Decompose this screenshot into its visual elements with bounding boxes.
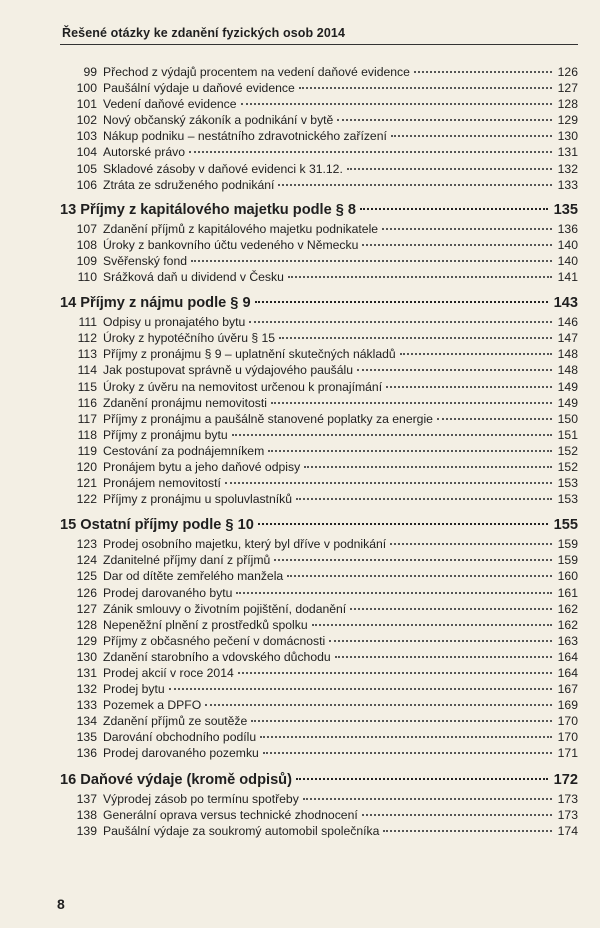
entry-number: 137 [76, 791, 97, 806]
entry-title: Prodej darovaného bytu [103, 585, 233, 600]
leader-dots [296, 498, 552, 500]
entry-number: 108 [76, 237, 97, 252]
entry-number: 112 [77, 331, 97, 346]
entry-title: Úroky z bankovního účtu vedeného v Německu [103, 237, 359, 252]
entry-title: Příjmy z pronájmu u spoluvlastníků [103, 492, 292, 507]
entry-title: Prodej darovaného pozemku [103, 746, 259, 761]
chapter-page: 172 [553, 771, 578, 788]
entry-page: 152 [557, 459, 578, 474]
entry-title: Zdanění příjmů ze soutěže [103, 714, 248, 729]
entry-number: 136 [76, 746, 97, 761]
leader-dots [241, 103, 553, 105]
entry-title: Dar od dítěte zemřelého manžela [103, 569, 284, 584]
toc-entry [60, 395, 578, 411]
entry-number: 116 [77, 395, 97, 410]
entry-number: 120 [76, 459, 97, 474]
leader-dots [312, 624, 552, 626]
entry-title: Autorské právo [103, 145, 185, 160]
entry-number: 106 [76, 177, 97, 192]
leader-dots [347, 168, 552, 170]
leader-dots [260, 736, 552, 738]
running-head: Řešené otázky ke zdanění fyzických osob 2014 [62, 26, 345, 40]
toc-entry [60, 161, 578, 177]
entry-page: 173 [557, 791, 578, 806]
entry-title: Cestování za podnájemníkem [103, 443, 265, 458]
leader-dots [205, 704, 552, 706]
entry-number: 111 [78, 315, 97, 330]
leader-dots [383, 830, 552, 832]
entry-title: Pronájem nemovitostí [103, 476, 221, 491]
entry-title: Vedení daňové evidence [103, 97, 237, 112]
toc-chapter-16 [60, 771, 578, 789]
entry-title: Prodej osobního majetku, který byl dříve v podnikání [103, 537, 387, 552]
entry-number: 104 [76, 145, 97, 160]
entry-page: 149 [557, 395, 578, 410]
entry-number: 138 [76, 807, 97, 822]
entry-page: 141 [557, 270, 578, 285]
entry-title: Nový občanský zákoník a podnikání v bytě [103, 113, 334, 128]
table-of-contents [60, 64, 578, 839]
leader-dots [263, 752, 552, 754]
entry-page: 148 [557, 363, 578, 378]
leader-dots [268, 450, 552, 452]
leader-dots [169, 688, 552, 690]
entry-number: 125 [76, 569, 97, 584]
toc-entry [60, 362, 578, 378]
leader-dots [238, 672, 552, 674]
entry-page: 162 [557, 601, 578, 616]
entry-title: Nepeněžní plnění z prostředků spolku [103, 617, 308, 632]
toc-entry [60, 411, 578, 427]
entry-page: 164 [557, 666, 578, 680]
toc-entry [60, 697, 578, 713]
toc-entry [60, 128, 578, 144]
entry-page: 159 [557, 537, 578, 552]
leader-dots [236, 592, 552, 594]
entry-number: 114 [77, 363, 97, 378]
entry-page: 126 [557, 65, 578, 79]
leader-dots [382, 228, 552, 230]
entry-title: Jak postupovat správně u výdajového paušálu [103, 363, 354, 378]
entry-number: 123 [76, 537, 97, 552]
entry-page: 127 [557, 81, 578, 96]
toc-entry [60, 177, 578, 193]
leader-dots [362, 814, 552, 816]
toc-entry [60, 633, 578, 649]
toc-entry [60, 269, 578, 285]
toc-entry [60, 791, 578, 807]
entry-page: 140 [557, 237, 578, 252]
toc-entry [60, 112, 578, 128]
leader-dots [386, 386, 552, 388]
entry-title: Pronájem bytu a jeho daňové odpisy [103, 459, 301, 474]
entry-number: 119 [77, 443, 97, 458]
entry-title: Zánik smlouvy o životním pojištění, dodanění [103, 601, 347, 616]
entry-page: 170 [557, 714, 578, 729]
entry-number: 107 [76, 221, 97, 236]
toc-entry [60, 585, 578, 601]
entry-page: 146 [557, 315, 578, 330]
entry-page: 160 [557, 569, 578, 584]
entry-title: Zdanitelné příjmy daní z příjmů [103, 553, 271, 568]
leader-dots [335, 656, 552, 658]
entry-number: 102 [76, 113, 97, 128]
toc-entry [60, 823, 578, 839]
entry-page: 151 [557, 427, 578, 442]
leader-dots [414, 71, 552, 73]
entry-number: 126 [76, 585, 97, 600]
entry-number: 99 [83, 65, 97, 79]
entry-title: Skladové zásoby v daňové evidenci k 31.12. [103, 161, 343, 176]
toc-entry [60, 713, 578, 729]
toc-group-ch16 [60, 791, 578, 839]
entry-page: 129 [557, 113, 578, 128]
entry-title: Zdanění starobního a vdovského důchodu [103, 649, 331, 664]
leader-dots [400, 353, 552, 355]
entry-title: Úroky z hypotéčního úvěru § 15 [103, 331, 276, 346]
toc-entry [60, 601, 578, 617]
entry-page: 173 [557, 807, 578, 822]
leader-dots [274, 559, 552, 561]
entry-title: Příjmy z pronájmu a paušálně stanovené poplatky za energie [103, 411, 433, 426]
entry-title: Příjmy z pronájmu bytu [103, 427, 228, 442]
entry-title: Generální oprava versus technické zhodnocení [103, 807, 358, 822]
header-rule [60, 44, 578, 45]
entry-title: Pozemek a DPFO [103, 698, 202, 713]
leader-dots [191, 260, 552, 262]
entry-number: 113 [77, 347, 97, 362]
leader-dots [279, 337, 552, 339]
entry-page: 162 [557, 617, 578, 632]
entry-number: 128 [76, 617, 97, 632]
toc-entry [60, 144, 578, 160]
entry-page: 132 [557, 161, 578, 176]
entry-page: 133 [557, 177, 578, 192]
chapter-page: 135 [553, 201, 578, 218]
entry-number: 135 [76, 730, 97, 745]
entry-number: 110 [77, 270, 97, 285]
entry-page: 159 [557, 553, 578, 568]
entry-title: Příjmy z občasného pečení v domácnosti [103, 633, 326, 648]
toc-entry [60, 729, 578, 745]
toc-entry [60, 568, 578, 584]
entry-page: 152 [557, 443, 578, 458]
entry-page: 140 [557, 253, 578, 268]
leader-dots [232, 434, 552, 436]
chapter-title: 13 Příjmy z kapitálového majetku podle § 8 [60, 201, 357, 218]
entry-number: 124 [76, 553, 97, 568]
toc-entry [60, 330, 578, 346]
entry-page: 149 [557, 379, 578, 394]
toc-entry [60, 346, 578, 362]
entry-page: 170 [557, 730, 578, 745]
toc-group-ch12-tail [60, 64, 578, 193]
toc-entry [60, 649, 578, 665]
entry-page: 150 [557, 411, 578, 426]
toc-entry [60, 221, 578, 237]
entry-number: 134 [76, 714, 97, 729]
entry-number: 129 [76, 633, 97, 648]
entry-title: Nákup podniku – nestátního zdravotnického zařízení [103, 129, 387, 144]
entry-number: 117 [77, 411, 97, 426]
entry-title: Úroky z úvěru na nemovitost určenou k pronajímání [103, 379, 383, 394]
leader-dots [258, 523, 548, 525]
toc-entry [60, 536, 578, 552]
leader-dots [189, 151, 552, 153]
chapter-title: 15 Ostatní příjmy podle § 10 [60, 517, 254, 534]
toc-entry [60, 64, 578, 80]
entry-number: 139 [76, 823, 97, 838]
entry-page: 130 [557, 129, 578, 144]
toc-entry [60, 475, 578, 491]
leader-dots [287, 575, 552, 577]
entry-page: 148 [557, 347, 578, 362]
leader-dots [304, 466, 552, 468]
entry-page: 163 [557, 633, 578, 648]
leader-dots [329, 640, 552, 642]
leader-dots [391, 135, 552, 137]
entry-page: 167 [557, 682, 578, 697]
toc-entry [60, 80, 578, 96]
entry-number: 118 [77, 427, 97, 442]
toc-entry [60, 379, 578, 395]
entry-title: Příjmy z pronájmu § 9 – uplatnění skutečných nákladů [103, 347, 396, 362]
entry-number: 101 [76, 97, 97, 112]
toc-entry [60, 807, 578, 823]
entry-page: 164 [557, 649, 578, 664]
entry-number: 109 [76, 253, 97, 268]
entry-title: Prodej bytu [103, 682, 165, 697]
entry-title: Ztráta ze sdruženého podnikání [103, 177, 275, 192]
entry-number: 131 [76, 666, 97, 680]
entry-number: 121 [76, 476, 97, 491]
toc-chapter-13 [60, 201, 578, 219]
entry-title: Paušální výdaje u daňové evidence [103, 81, 295, 96]
toc-entry [60, 96, 578, 112]
toc-group-ch15 [60, 536, 578, 761]
toc-chapter-14 [60, 294, 578, 312]
entry-title: Přechod z výdajů procentem na vedení daňové evidence [103, 65, 410, 79]
page-number: 8 [57, 896, 65, 912]
toc-entry [60, 552, 578, 568]
leader-dots [251, 720, 552, 722]
entry-title: Darování obchodního podílu [103, 730, 257, 745]
entry-number: 115 [77, 379, 97, 394]
leader-dots [360, 208, 548, 210]
toc-entry [60, 617, 578, 633]
toc-entry [60, 443, 578, 459]
chapter-page: 155 [553, 517, 578, 534]
chapter-title: 16 Daňové výdaje (kromě odpisů) [60, 771, 292, 788]
leader-dots [249, 321, 552, 323]
toc-entry [60, 491, 578, 507]
entry-number: 133 [76, 698, 97, 713]
chapter-page: 143 [553, 295, 578, 312]
leader-dots [303, 798, 552, 800]
entry-number: 127 [76, 601, 97, 616]
entry-page: 153 [557, 492, 578, 507]
toc-entry [60, 237, 578, 253]
leader-dots [296, 778, 548, 780]
leader-dots [271, 402, 552, 404]
entry-title: Zdanění pronájmu nemovitosti [103, 395, 267, 410]
toc-entry [60, 314, 578, 330]
entry-page: 131 [557, 145, 578, 160]
entry-title: Výprodej zásob po termínu spotřeby [103, 791, 299, 806]
toc-group-ch14 [60, 314, 578, 507]
leader-dots [288, 276, 552, 278]
toc-chapter-15 [60, 516, 578, 534]
entry-page: 147 [557, 331, 578, 346]
leader-dots [350, 608, 552, 610]
leader-dots [299, 87, 552, 89]
entry-number: 103 [76, 129, 97, 144]
leader-dots [225, 482, 552, 484]
entry-page: 174 [557, 823, 578, 838]
toc-entry [60, 681, 578, 697]
toc-entry [60, 745, 578, 761]
entry-number: 100 [76, 81, 97, 96]
entry-number: 132 [76, 682, 97, 697]
entry-title: Paušální výdaje za soukromý automobil společníka [103, 823, 380, 838]
leader-dots [357, 369, 552, 371]
entry-title: Srážková daň u dividend v Česku [103, 270, 284, 285]
entry-page: 153 [557, 476, 578, 491]
leader-dots [362, 244, 552, 246]
entry-title: Odpisy u pronajatého bytu [103, 315, 246, 330]
entry-page: 171 [557, 746, 578, 761]
toc-entry [60, 253, 578, 269]
entry-page: 161 [557, 585, 578, 600]
entry-number: 122 [76, 492, 97, 507]
entry-page: 128 [557, 97, 578, 112]
leader-dots [437, 418, 552, 420]
leader-dots [337, 119, 552, 121]
leader-dots [255, 301, 548, 303]
leader-dots [390, 543, 552, 545]
toc-entry [60, 665, 578, 681]
toc-entry [60, 459, 578, 475]
entry-title: Zdanění příjmů z kapitálového majetku podnikatele [103, 221, 379, 236]
entry-title: Prodej akcií v roce 2014 [103, 666, 234, 680]
chapter-title: 14 Příjmy z nájmu podle § 9 [60, 295, 251, 312]
entry-number: 130 [76, 649, 97, 664]
leader-dots [278, 184, 552, 186]
entry-page: 136 [557, 221, 578, 236]
toc-entry [60, 427, 578, 443]
entry-number: 105 [76, 161, 97, 176]
toc-group-ch13 [60, 221, 578, 285]
entry-page: 169 [557, 698, 578, 713]
entry-title: Svěřenský fond [103, 253, 188, 268]
